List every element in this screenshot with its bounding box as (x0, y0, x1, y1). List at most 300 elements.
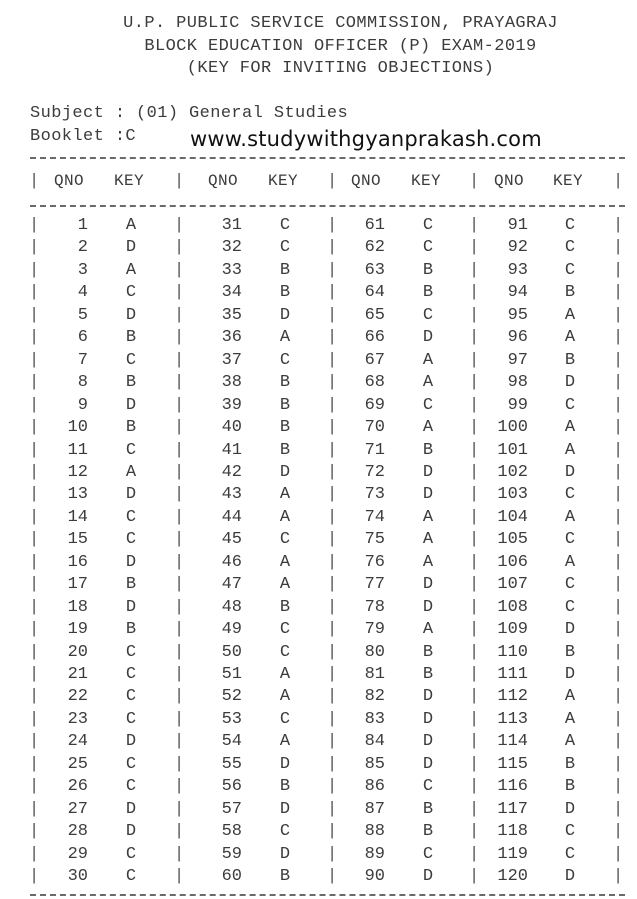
answer-key: B (125, 575, 137, 595)
column-separator: | (613, 507, 624, 527)
column-separator: | (174, 709, 185, 729)
answer-key: B (279, 777, 291, 797)
column-separator: | (469, 530, 480, 550)
question-number: 39 (221, 395, 242, 415)
column-separator: | (29, 844, 40, 864)
question-number: 92 (507, 238, 528, 258)
question-number: 62 (364, 238, 385, 258)
question-number: 100 (497, 418, 528, 438)
question-number: 40 (221, 418, 242, 438)
question-number: 102 (497, 462, 528, 482)
column-header-qno: QNO (494, 172, 525, 190)
question-number: 10 (67, 418, 88, 438)
question-number: 15 (67, 530, 88, 550)
question-number: 13 (67, 485, 88, 505)
answer-key: A (564, 732, 576, 752)
column-separator: | (613, 552, 624, 572)
column-separator: | (613, 216, 624, 235)
column-separator: | (327, 754, 338, 774)
answer-key: A (564, 687, 576, 707)
question-number: 99 (507, 395, 528, 415)
column-separator: | (29, 328, 40, 348)
column-separator: | (613, 620, 624, 640)
column-separator: | (469, 754, 480, 774)
column-separator: | (469, 350, 480, 370)
question-number: 105 (497, 530, 528, 550)
column-separator: | (29, 665, 40, 684)
header-key-note: (KEY FOR INVITING OBJECTIONS) (186, 59, 495, 78)
column-separator: | (469, 507, 480, 527)
question-number: 80 (364, 642, 385, 662)
subject-line: Subject : (01) General Studies (30, 104, 349, 123)
question-number: 68 (364, 373, 385, 393)
question-number: 60 (221, 867, 242, 887)
question-number: 61 (364, 216, 385, 235)
question-number: 3 (77, 260, 88, 280)
column-separator: | (613, 328, 624, 348)
answer-key: B (422, 440, 434, 460)
question-number: 57 (221, 799, 242, 819)
column-separator: | (469, 732, 480, 752)
answer-key: C (564, 597, 576, 617)
column-separator: | (469, 260, 480, 280)
column-separator: | (29, 172, 40, 191)
column-separator: | (29, 552, 40, 572)
column-separator: | (469, 642, 480, 662)
answer-key: A (422, 620, 434, 640)
column-separator: | (469, 665, 480, 684)
column-separator: | (174, 395, 185, 415)
question-number: 11 (67, 440, 88, 460)
question-number: 69 (364, 395, 385, 415)
question-number: 120 (497, 867, 528, 887)
question-number: 26 (67, 777, 88, 797)
question-number: 27 (67, 799, 88, 819)
answer-key: C (279, 822, 291, 842)
answer-key: C (125, 709, 137, 729)
answer-key: C (279, 350, 291, 370)
question-number: 59 (221, 844, 242, 864)
question-number: 1 (77, 216, 88, 235)
question-number: 21 (67, 665, 88, 684)
column-separator: | (327, 732, 338, 752)
column-separator: | (613, 350, 624, 370)
answer-key: D (279, 799, 291, 819)
answer-key: A (564, 328, 576, 348)
column-separator: | (469, 440, 480, 460)
column-separator: | (174, 373, 185, 393)
question-number: 67 (364, 350, 385, 370)
column-separator: | (174, 777, 185, 797)
column-separator: | (29, 216, 40, 235)
answer-key: B (422, 665, 434, 684)
column-separator: | (613, 260, 624, 280)
column-separator: | (29, 642, 40, 662)
column-separator: | (29, 440, 40, 460)
column-separator: | (469, 620, 480, 640)
answer-key: B (125, 373, 137, 393)
column-header-qno: QNO (351, 172, 382, 190)
answer-key: C (125, 283, 137, 303)
answer-key: D (422, 575, 434, 595)
question-number: 78 (364, 597, 385, 617)
column-separator: | (29, 777, 40, 797)
column-separator: | (327, 283, 338, 303)
column-separator: | (469, 238, 480, 258)
question-number: 109 (497, 620, 528, 640)
question-number: 44 (221, 507, 242, 527)
column-separator: | (174, 597, 185, 617)
column-separator: | (29, 350, 40, 370)
question-number: 33 (221, 260, 242, 280)
column-separator: | (29, 260, 40, 280)
column-separator: | (29, 485, 40, 505)
answer-key: A (125, 216, 137, 235)
column-separator: | (174, 172, 185, 191)
header-commission: U.P. PUBLIC SERVICE COMMISSION, PRAYAGRAJ (123, 14, 558, 33)
question-number: 32 (221, 238, 242, 258)
column-separator: | (469, 283, 480, 303)
column-separator: | (29, 507, 40, 527)
answer-key: B (279, 418, 291, 438)
answer-key: C (125, 350, 137, 370)
question-number: 104 (497, 507, 528, 527)
column-separator: | (29, 597, 40, 617)
answer-key: C (125, 440, 137, 460)
question-number: 37 (221, 350, 242, 370)
column-separator: | (327, 575, 338, 595)
column-separator: | (327, 620, 338, 640)
answer-key: C (279, 709, 291, 729)
question-number: 114 (497, 732, 528, 752)
column-separator: | (613, 732, 624, 752)
column-separator: | (469, 485, 480, 505)
answer-key: C (564, 238, 576, 258)
question-number: 108 (497, 597, 528, 617)
answer-key: A (279, 328, 291, 348)
answer-key: B (422, 822, 434, 842)
question-number: 54 (221, 732, 242, 752)
answer-key: C (279, 238, 291, 258)
column-separator: | (174, 418, 185, 438)
answer-key: D (125, 822, 137, 842)
column-separator: | (174, 665, 185, 684)
answer-key: A (279, 665, 291, 684)
table-top-rule (30, 157, 625, 159)
column-separator: | (327, 709, 338, 729)
column-separator: | (174, 552, 185, 572)
column-separator: | (613, 754, 624, 774)
answer-key: D (125, 552, 137, 572)
question-number: 75 (364, 530, 385, 550)
column-separator: | (174, 305, 185, 325)
answer-key: A (279, 485, 291, 505)
answer-key: D (422, 687, 434, 707)
question-number: 22 (67, 687, 88, 707)
question-number: 30 (67, 867, 88, 887)
column-separator: | (327, 373, 338, 393)
question-number: 88 (364, 822, 385, 842)
answer-key: C (422, 305, 434, 325)
column-separator: | (613, 597, 624, 617)
question-number: 118 (497, 822, 528, 842)
answer-key: D (279, 754, 291, 774)
question-number: 28 (67, 822, 88, 842)
question-number: 2 (77, 238, 88, 258)
question-number: 18 (67, 597, 88, 617)
answer-key: D (422, 732, 434, 752)
column-header-key: KEY (268, 172, 299, 190)
column-separator: | (469, 575, 480, 595)
column-separator: | (29, 395, 40, 415)
column-separator: | (327, 328, 338, 348)
answer-key: C (564, 216, 576, 235)
question-number: 12 (67, 462, 88, 482)
question-number: 74 (364, 507, 385, 527)
column-separator: | (174, 754, 185, 774)
answer-key: D (564, 665, 576, 684)
column-separator: | (613, 777, 624, 797)
column-separator: | (174, 822, 185, 842)
answer-key: B (422, 260, 434, 280)
column-separator: | (613, 440, 624, 460)
column-separator: | (327, 395, 338, 415)
column-separator: | (327, 799, 338, 819)
column-header-key: KEY (411, 172, 442, 190)
answer-key: C (564, 844, 576, 864)
column-separator: | (327, 350, 338, 370)
answer-key: D (564, 373, 576, 393)
column-separator: | (327, 642, 338, 662)
question-number: 17 (67, 575, 88, 595)
column-separator: | (29, 709, 40, 729)
answer-key: C (125, 687, 137, 707)
answer-key: D (279, 305, 291, 325)
question-number: 117 (497, 799, 528, 819)
column-separator: | (613, 172, 624, 191)
column-separator: | (613, 530, 624, 550)
question-number: 89 (364, 844, 385, 864)
column-separator: | (613, 799, 624, 819)
question-number: 16 (67, 552, 88, 572)
column-separator: | (174, 238, 185, 258)
question-number: 7 (77, 350, 88, 370)
column-separator: | (174, 732, 185, 752)
column-header-qno: QNO (208, 172, 239, 190)
column-separator: | (174, 260, 185, 280)
column-separator: | (613, 844, 624, 864)
column-separator: | (469, 822, 480, 842)
question-number: 20 (67, 642, 88, 662)
question-number: 34 (221, 283, 242, 303)
table-bottom-rule (30, 894, 625, 896)
answer-key: A (422, 350, 434, 370)
question-number: 58 (221, 822, 242, 842)
column-separator: | (327, 867, 338, 887)
column-separator: | (327, 665, 338, 684)
question-number: 76 (364, 552, 385, 572)
answer-key: B (564, 350, 576, 370)
answer-key: B (279, 867, 291, 887)
column-separator: | (29, 620, 40, 640)
column-separator: | (174, 440, 185, 460)
column-separator: | (613, 709, 624, 729)
answer-key: C (564, 530, 576, 550)
question-number: 110 (497, 642, 528, 662)
question-number: 4 (77, 283, 88, 303)
question-number: 14 (67, 507, 88, 527)
column-separator: | (174, 328, 185, 348)
answer-key: C (279, 216, 291, 235)
column-separator: | (29, 373, 40, 393)
answer-key: B (279, 597, 291, 617)
question-number: 52 (221, 687, 242, 707)
question-number: 111 (497, 665, 528, 684)
answer-key: C (279, 530, 291, 550)
answer-key: D (422, 485, 434, 505)
answer-key: C (125, 530, 137, 550)
column-separator: | (327, 462, 338, 482)
answer-key: C (125, 844, 137, 864)
column-separator: | (327, 530, 338, 550)
column-separator: | (469, 799, 480, 819)
column-separator: | (327, 777, 338, 797)
header-exam: BLOCK EDUCATION OFFICER (P) EXAM-2019 (144, 37, 537, 56)
answer-key: D (279, 844, 291, 864)
question-number: 50 (221, 642, 242, 662)
answer-key: A (422, 373, 434, 393)
answer-key: A (279, 552, 291, 572)
question-number: 29 (67, 844, 88, 864)
column-separator: | (469, 373, 480, 393)
question-number: 46 (221, 552, 242, 572)
answer-key: C (279, 620, 291, 640)
answer-key: A (279, 732, 291, 752)
column-separator: | (469, 328, 480, 348)
website-watermark: www.studywithgyanprakash.com (190, 127, 542, 151)
column-separator: | (469, 172, 480, 191)
column-separator: | (469, 687, 480, 707)
question-number: 84 (364, 732, 385, 752)
question-number: 6 (77, 328, 88, 348)
column-separator: | (29, 687, 40, 707)
question-number: 25 (67, 754, 88, 774)
question-number: 5 (77, 305, 88, 325)
answer-key: D (564, 462, 576, 482)
column-separator: | (613, 867, 624, 887)
answer-key: C (125, 665, 137, 684)
column-separator: | (613, 485, 624, 505)
column-separator: | (469, 395, 480, 415)
question-number: 31 (221, 216, 242, 235)
column-separator: | (469, 777, 480, 797)
question-number: 94 (507, 283, 528, 303)
column-separator: | (327, 687, 338, 707)
column-separator: | (327, 305, 338, 325)
question-number: 119 (497, 844, 528, 864)
question-number: 90 (364, 867, 385, 887)
question-number: 101 (497, 440, 528, 460)
column-separator: | (327, 238, 338, 258)
question-number: 51 (221, 665, 242, 684)
column-separator: | (174, 530, 185, 550)
answer-key: C (125, 777, 137, 797)
answer-key: C (422, 777, 434, 797)
column-separator: | (327, 216, 338, 235)
question-number: 95 (507, 305, 528, 325)
answer-key: B (279, 440, 291, 460)
column-separator: | (613, 373, 624, 393)
answer-key: B (422, 283, 434, 303)
answer-key: A (422, 530, 434, 550)
answer-key: D (422, 597, 434, 617)
answer-key: D (564, 620, 576, 640)
answer-key: A (564, 552, 576, 572)
column-separator: | (469, 597, 480, 617)
answer-key: D (125, 485, 137, 505)
column-separator: | (613, 462, 624, 482)
column-separator: | (469, 418, 480, 438)
question-number: 8 (77, 373, 88, 393)
answer-key: A (564, 305, 576, 325)
question-number: 49 (221, 620, 242, 640)
column-separator: | (613, 418, 624, 438)
column-separator: | (327, 597, 338, 617)
answer-key: C (125, 507, 137, 527)
column-separator: | (327, 844, 338, 864)
answer-key: B (279, 260, 291, 280)
column-separator: | (29, 799, 40, 819)
answer-key: A (125, 260, 137, 280)
question-number: 113 (497, 709, 528, 729)
question-number: 115 (497, 754, 528, 774)
column-header-qno: QNO (54, 172, 85, 190)
answer-key: D (125, 597, 137, 617)
question-number: 79 (364, 620, 385, 640)
answer-key: C (422, 844, 434, 864)
answer-key: A (125, 462, 137, 482)
answer-key: A (564, 507, 576, 527)
question-number: 77 (364, 575, 385, 595)
question-number: 35 (221, 305, 242, 325)
answer-key: B (279, 395, 291, 415)
question-number: 81 (364, 665, 385, 684)
question-number: 56 (221, 777, 242, 797)
column-separator: | (327, 440, 338, 460)
column-separator: | (174, 507, 185, 527)
column-separator: | (174, 642, 185, 662)
answer-key: B (279, 373, 291, 393)
question-number: 82 (364, 687, 385, 707)
answer-key: A (564, 709, 576, 729)
column-separator: | (174, 620, 185, 640)
question-number: 71 (364, 440, 385, 460)
column-separator: | (469, 305, 480, 325)
column-separator: | (29, 283, 40, 303)
question-number: 96 (507, 328, 528, 348)
column-separator: | (327, 822, 338, 842)
column-separator: | (469, 552, 480, 572)
column-separator: | (469, 709, 480, 729)
answer-key: D (125, 395, 137, 415)
column-separator: | (29, 732, 40, 752)
question-number: 48 (221, 597, 242, 617)
question-number: 38 (221, 373, 242, 393)
question-number: 41 (221, 440, 242, 460)
question-number: 19 (67, 620, 88, 640)
column-separator: | (174, 283, 185, 303)
column-separator: | (469, 216, 480, 235)
